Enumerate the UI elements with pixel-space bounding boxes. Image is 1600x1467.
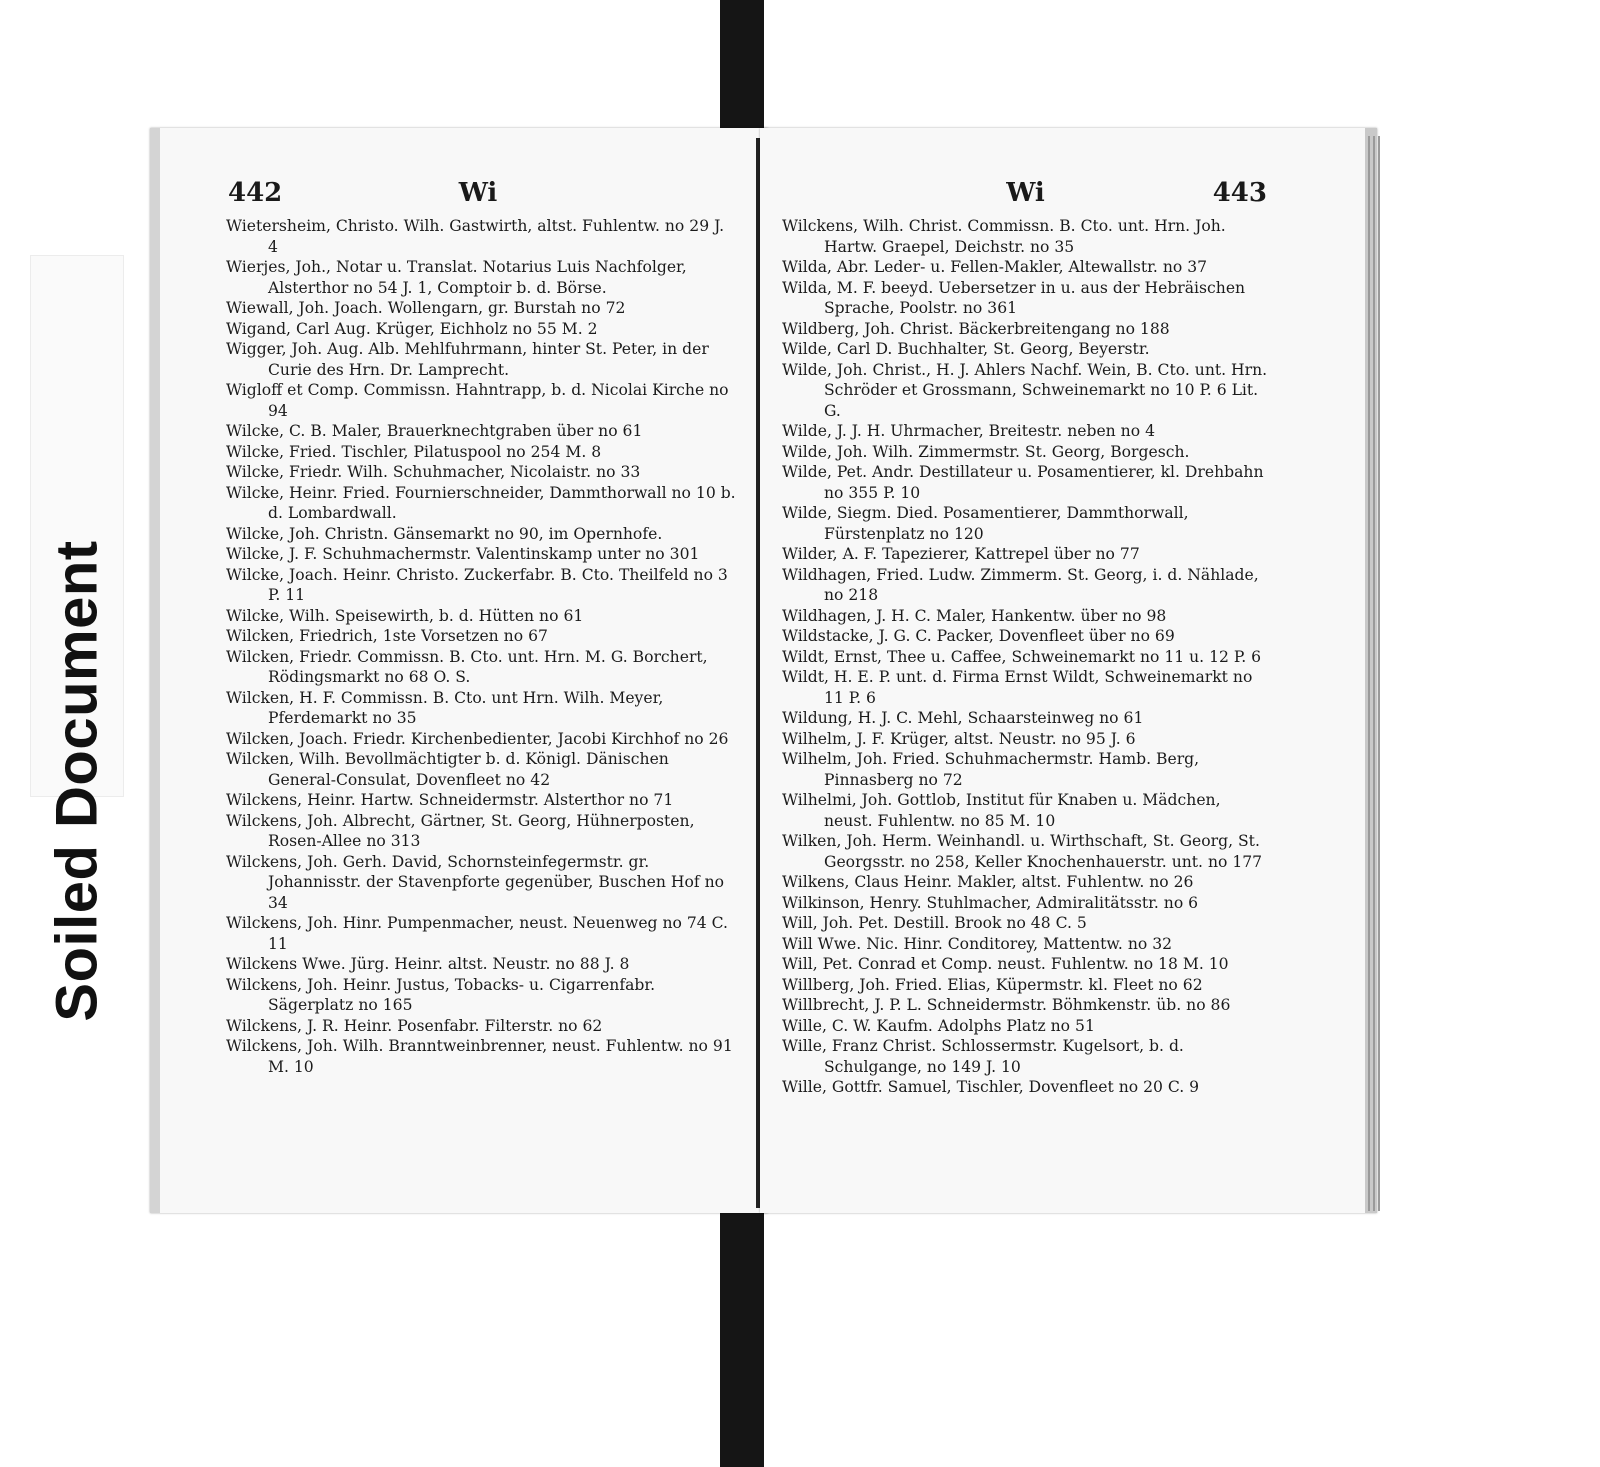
left-page bbox=[150, 128, 768, 1213]
directory-entry: Wildt, H. E. P. unt. d. Firma Ernst Wildt, Schweinemarkt no 11 P. 6 bbox=[782, 668, 1253, 707]
directory-entry: Wilcke, Fried. Tischler, Pilatuspool no 254 M. 8 bbox=[226, 442, 602, 461]
directory-entry: Wilckens, Wilh. Christ. Commissn. B. Cto. unt. Hrn. Joh. Hartw. Graepel, Deichstr. no 35 bbox=[782, 217, 1226, 256]
directory-entry: Will, Joh. Pet. Destill. Brook no 48 C. 5 bbox=[782, 914, 1087, 932]
left-running-head bbox=[228, 178, 728, 214]
directory-entry: Wilde, Joh. Christ., H. J. Ahlers Nachf. Wein, B. Cto. unt. Hrn. Schröder et Grossmann, Schweinemarkt no 10 P. 6 Lit. G. bbox=[782, 360, 1268, 420]
directory-entry: Wildt, Ernst, Thee u. Caffee, Schweinemarkt no 11 u. 12 P. 6 bbox=[782, 647, 1262, 666]
directory-entry: Wilcke, Joh. Christn. Gänsemarkt no 90, im Opernhofe. bbox=[226, 524, 663, 543]
directory-entry: Wilckens, J. R. Heinr. Posenfabr. Filterstr. no 62 bbox=[226, 1016, 603, 1035]
directory-entry: Wilhelm, Joh. Fried. Schuhmachermstr. Hamb. Berg, Pinnasberg no 72 bbox=[782, 750, 1200, 789]
directory-entry: Wildung, H. J. C. Mehl, Schaarsteinweg no 61 bbox=[782, 709, 1144, 727]
directory-entry: Wildhagen, J. H. C. Maler, Hankentw. über no 98 bbox=[782, 606, 1167, 625]
directory-entry: Wilcke, Friedr. Wilh. Schuhmacher, Nicolaistr. no 33 bbox=[226, 463, 641, 481]
directory-entry: Wilde, Pet. Andr. Destillateur u. Posamentierer, kl. Drehbahn no 355 P. 10 bbox=[782, 463, 1264, 502]
directory-entry: Wilhelm, J. F. Krüger, altst. Neustr. no 95 J. 6 bbox=[782, 729, 1136, 748]
directory-entry: Wilcken, Friedrich, 1ste Vorsetzen no 67 bbox=[226, 627, 548, 645]
binding-strap-bottom bbox=[720, 1200, 764, 1467]
directory-entry: Wilcken, Friedr. Commissn. B. Cto. unt. Hrn. M. G. Borchert, Rödingsmarkt no 68 O. S. bbox=[226, 647, 708, 686]
directory-entry: Wilckens, Joh. Hinr. Pumpenmacher, neust. Neuenweg no 74 C. 11 bbox=[226, 914, 729, 953]
directory-entry: Wilckens, Joh. Heinr. Justus, Tobacks- u. Cigarrenfabr. Sägerplatz no 165 bbox=[226, 975, 656, 1014]
directory-entry: Wilckens, Joh. Gerh. David, Schornsteinfegermstr. gr. Johannisstr. der Stavenpforte gegenüber, Buschen Hof no 34 bbox=[226, 852, 725, 912]
directory-entry: Wilcke, Wilh. Speisewirth, b. d. Hütten no 61 bbox=[226, 606, 584, 625]
directory-entry: Wildstacke, J. G. C. Packer, Dovenfleet über no 69 bbox=[782, 627, 1175, 645]
book-spread bbox=[150, 128, 1380, 1218]
directory-entry: Wilhelmi, Joh. Gottlob, Institut für Knaben u. Mädchen, neust. Fuhlentw. no 85 M. 10 bbox=[782, 791, 1221, 830]
document-label-text: Soiled Document bbox=[44, 540, 110, 1022]
directory-entry: Wilde, Siegm. Died. Posamentierer, Dammthorwall, Fürstenplatz no 120 bbox=[782, 504, 1189, 543]
left-entry-list bbox=[226, 216, 736, 1077]
directory-entry: Wigand, Carl Aug. Krüger, Eichholz no 55 M. 2 bbox=[226, 319, 598, 338]
directory-entry: Wilder, A. F. Tapezierer, Kattrepel über no 77 bbox=[782, 545, 1140, 563]
directory-entry: Wilcke, Joach. Heinr. Christo. Zuckerfabr. B. Cto. Theilfeld no 3 P. 11 bbox=[226, 565, 728, 604]
directory-entry: Wigloff et Comp. Commissn. Hahntrapp, b. d. Nicolai Kirche no 94 bbox=[226, 381, 729, 420]
directory-entry: Wilckens, Joh. Albrecht, Gärtner, St. Georg, Hühnerposten, Rosen-Allee no 313 bbox=[226, 811, 695, 850]
directory-entry: Wilda, M. F. beeyd. Uebersetzer in u. aus der Hebräischen Sprache, Poolstr. no 361 bbox=[782, 278, 1246, 317]
directory-entry: Willberg, Joh. Fried. Elias, Küpermstr. kl. Fleet no 62 bbox=[782, 975, 1203, 994]
directory-entry: Wilckens, Joh. Wilh. Branntweinbrenner, neust. Fuhlentw. no 91 M. 10 bbox=[226, 1037, 733, 1076]
directory-entry: Wildberg, Joh. Christ. Bäckerbreitengang no 188 bbox=[782, 319, 1170, 338]
directory-entry: Wilcke, Heinr. Fried. Fournierschneider, Dammthorwall no 10 b. d. Lombardwall. bbox=[226, 483, 736, 522]
page-edge bbox=[1378, 136, 1380, 1211]
directory-entry: Wilde, Carl D. Buchhalter, St. Georg, Beyerstr. bbox=[782, 340, 1150, 358]
directory-entry: Wilcken, Joach. Friedr. Kirchenbedienter, Jacobi Kirchhof no 26 bbox=[226, 729, 729, 748]
directory-entry: Will Wwe. Nic. Hinr. Conditorey, Mattentw. no 32 bbox=[782, 934, 1173, 953]
right-section-header: Wi bbox=[1006, 178, 1045, 208]
directory-entry: Wilckens, Heinr. Hartw. Schneidermstr. Alsterthor no 71 bbox=[226, 791, 674, 809]
page-edge bbox=[1373, 136, 1375, 1211]
document-label bbox=[30, 255, 124, 1022]
directory-entry: Wilde, J. J. H. Uhrmacher, Breitestr. neben no 4 bbox=[782, 422, 1155, 440]
right-running-head bbox=[784, 178, 1267, 214]
right-entry-list bbox=[782, 216, 1273, 1098]
directory-entry: Wille, Franz Christ. Schlossermstr. Kugelsort, b. d. Schulgange, no 149 J. 10 bbox=[782, 1037, 1184, 1076]
directory-entry: Wierjes, Joh., Notar u. Translat. Notarius Luis Nachfolger, Alsterthor no 54 J. 1, Comptoir b. d. Börse. bbox=[226, 258, 687, 297]
right-page-number: 443 bbox=[1212, 178, 1267, 208]
directory-entry: Wigger, Joh. Aug. Alb. Mehlfuhrmann, hinter St. Peter, in der Curie des Hrn. Dr. Lamprecht. bbox=[226, 340, 709, 379]
directory-entry: Wilcken, Wilh. Bevollmächtigter b. d. Königl. Dänischen General-Consulat, Dovenfleet no 42 bbox=[226, 750, 669, 789]
directory-entry: Wilda, Abr. Leder- u. Fellen-Makler, Altewallstr. no 37 bbox=[782, 258, 1208, 276]
directory-entry: Wilckens Wwe. Jürg. Heinr. altst. Neustr. no 88 J. 8 bbox=[226, 955, 630, 973]
directory-entry: Wille, Gottfr. Samuel, Tischler, Dovenfleet no 20 C. 9 bbox=[782, 1078, 1200, 1096]
directory-entry: Wilcke, J. F. Schuhmachermstr. Valentinskamp unter no 301 bbox=[226, 545, 700, 563]
directory-entry: Willbrecht, J. P. L. Schneidermstr. Böhmkenstr. üb. no 86 bbox=[782, 996, 1231, 1014]
directory-entry: Wiewall, Joh. Joach. Wollengarn, gr. Burstah no 72 bbox=[226, 299, 626, 317]
directory-entry: Wilcken, H. F. Commissn. B. Cto. unt Hrn. Wilh. Meyer, Pferdemarkt no 35 bbox=[226, 688, 664, 727]
directory-entry: Wilkens, Claus Heinr. Makler, altst. Fuhlentw. no 26 bbox=[782, 873, 1194, 891]
directory-entry: Wilkinson, Henry. Stuhlmacher, Admiralitätsstr. no 6 bbox=[782, 893, 1199, 912]
directory-entry: Wilcke, C. B. Maler, Brauerknechtgraben über no 61 bbox=[226, 422, 643, 440]
directory-entry: Wille, C. W. Kaufm. Adolphs Platz no 51 bbox=[782, 1016, 1095, 1035]
right-page bbox=[760, 128, 1377, 1213]
directory-entry: Wildhagen, Fried. Ludw. Zimmerm. St. Georg, i. d. Nählade, no 218 bbox=[782, 565, 1259, 604]
directory-entry: Wilde, Joh. Wilh. Zimmermstr. St. Georg, Borgesch. bbox=[782, 442, 1190, 461]
page-edge bbox=[1368, 136, 1370, 1211]
left-section-header: Wi bbox=[458, 178, 498, 208]
left-page-number: 442 bbox=[228, 178, 283, 208]
binding-strap-top bbox=[720, 0, 764, 145]
directory-entry: Wilken, Joh. Herm. Weinhandl. u. Wirthschaft, St. Georg, St. Georgsstr. no 258, Keller Knochenhauerstr. unt. no 177 bbox=[782, 832, 1263, 871]
directory-entry: Wietersheim, Christo. Wilh. Gastwirth, altst. Fuhlentw. no 29 J. 4 bbox=[226, 217, 725, 256]
directory-entry: Will, Pet. Conrad et Comp. neust. Fuhlentw. no 18 M. 10 bbox=[782, 955, 1229, 973]
